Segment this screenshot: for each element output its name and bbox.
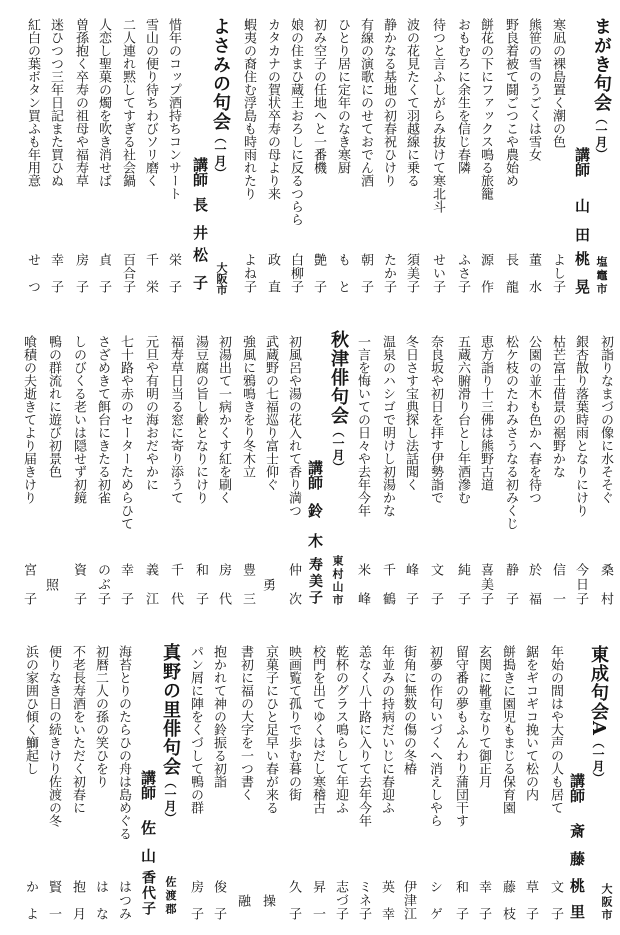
haiku-text: 七十路や赤のセーターためらひて: [118, 335, 133, 530]
haiku-entry: [499, 645, 515, 935]
haiku-author: 房代: [216, 563, 231, 605]
haiku-text: 鴨の群流れに遊び初景色: [46, 335, 61, 478]
haiku-entry: [69, 645, 85, 935]
haiku-author: 房子: [73, 253, 88, 293]
haiku-author: たか子: [381, 253, 396, 293]
haiku-author: 栄子: [166, 253, 181, 293]
lecturer-given-name: 桃晃: [573, 251, 591, 294]
haiku-text: 静かなる基地の初春祝ひけり: [381, 18, 396, 187]
haiku-author: 朝子: [358, 253, 373, 293]
haiku-text: さざめきて餌台にきたる初雀: [95, 335, 110, 504]
section-header-higashinari: [587, 645, 609, 784]
haiku-author: 豊三: [240, 563, 255, 605]
lecturer-given-name: 寿美子: [307, 557, 323, 604]
haiku-author: 宮子: [21, 563, 36, 605]
haiku-author: 藤枝: [500, 880, 515, 920]
section-title: 真野の里俳句会: [160, 643, 181, 776]
lecturer-label: 講師: [568, 773, 586, 803]
section-title: よさみの句会: [210, 17, 231, 131]
haiku-entry: [309, 645, 325, 935]
haiku-entry: [332, 645, 348, 935]
haiku-entry: [210, 645, 226, 935]
haiku-author: 久子: [286, 880, 301, 920]
haiku-text: 校門を出てゆくはだし寒稽古: [310, 645, 325, 814]
haiku-author: 文子: [428, 563, 443, 605]
haiku-text: 紅白の葉ボタン買ふも年用意: [25, 18, 40, 187]
haiku-text: 不老長寿酒をいただく初春に: [70, 645, 85, 814]
lecturer-surname: 山田: [573, 198, 591, 242]
haiku-author: 操: [260, 893, 275, 907]
section-location: 佐渡郡: [164, 876, 177, 914]
haiku-text: おもむろに余生を信じ春隣: [455, 18, 470, 174]
haiku-author: 静子: [503, 563, 518, 605]
haiku-text: 初暦二人の孫の笑ひをり: [93, 645, 108, 788]
haiku-author: 和子: [193, 563, 208, 605]
haiku-author: 照: [43, 577, 58, 591]
haiku-text: 抱かれて神の鈴振る初詣: [211, 645, 226, 788]
lecturer-given-name: 桃里: [568, 878, 586, 919]
lecturer-label: 講師: [573, 147, 591, 177]
haiku-author: 純子: [455, 563, 470, 605]
haiku-author: 須美子: [404, 253, 419, 293]
haiku-text: 二人連れ黙してすぎる社会鍋: [120, 18, 135, 187]
haiku-text: 一言を悔いての日々や去年今年: [355, 335, 370, 517]
haiku-entry: [522, 645, 538, 935]
lecturer-given-name: 香代子: [140, 870, 156, 915]
haiku-author: シゲ: [427, 880, 442, 920]
haiku-author: 仲次: [286, 563, 301, 605]
haiku-author: 貞子: [96, 253, 111, 293]
lecturer-mano: [140, 0, 156, 923]
haiku-text: 枯芒富士借景の裾野かな: [550, 335, 565, 478]
haiku-author: はつみ: [116, 880, 131, 920]
haiku-text: 餅搗きに園児もまじる保育園: [500, 645, 515, 814]
haiku-entry: [22, 645, 38, 935]
haiku-author: 文子: [548, 880, 563, 920]
haiku-text: 熊笹の雪のうごくは雪女: [526, 18, 541, 161]
haiku-entry: [115, 645, 131, 935]
haiku-text: 曽孫抱く卒寿の祖母や福寿草: [73, 18, 88, 187]
haiku-author: 於福: [526, 563, 541, 605]
haiku-text: 温泉のハシゴで明けし初湯かな: [380, 335, 395, 517]
haiku-entry: [45, 645, 61, 935]
haiku-text: 初風呂や湯の花入れて香り満つ: [286, 335, 301, 517]
haiku-author: 融: [235, 893, 250, 907]
haiku-text: 喰積の夫逝きてより届きけり: [21, 335, 36, 504]
haiku-author: 董水: [526, 253, 541, 293]
haiku-entry: [475, 645, 491, 935]
haiku-author: 英幸: [379, 880, 394, 920]
section-location: 大阪市: [600, 883, 613, 920]
section-title: 秋津俳句会: [328, 330, 349, 425]
haiku-text: 初詣りなまづの像に水そそぐ: [598, 335, 613, 504]
haiku-text: 娘の住まひ蔵王おろしに反るつらら: [288, 18, 303, 226]
haiku-text: パン屑に陣をくづして鴨の群: [188, 645, 203, 814]
haiku-text: 初湯出て一病かくす紅を刷く: [216, 335, 231, 504]
haiku-text: 書初に福の大字を一つ書く: [238, 645, 253, 801]
haiku-author: 今日子: [573, 563, 588, 605]
haiku-author: 幸子: [476, 880, 491, 920]
haiku-entry: [547, 645, 563, 935]
haiku-text: 便りなき日の続きけり佐渡の冬: [46, 645, 61, 827]
haiku-entry: [262, 645, 278, 935]
haiku-author: ミネ子: [356, 880, 371, 920]
haiku-author: よね子: [241, 253, 256, 293]
haiku-author: 桑村: [598, 563, 613, 605]
haiku-text: しのびくる老いは隠せず初鏡: [71, 335, 86, 504]
haiku-text: 初み空子の任地へと一番機: [311, 18, 326, 174]
haiku-text: 京菓子にひと足早い春が来る: [263, 645, 278, 814]
haiku-author: 昇一: [310, 880, 325, 920]
haiku-author: 俊子: [211, 880, 226, 920]
haiku-text: ひとり居に定年のなき寒厨: [335, 18, 350, 174]
haiku-author: 幸子: [118, 563, 133, 605]
haiku-text: 波の花見たくて羽越線に乗る: [404, 18, 419, 187]
haiku-author: 房子: [188, 880, 203, 920]
haiku-text: 雪山の便り待ちわびソリ磨く: [143, 18, 158, 187]
section-location: 大阪市: [215, 262, 228, 295]
haiku-author: よし子: [550, 253, 565, 293]
section-location: 東村山市: [331, 555, 344, 605]
section-month: （一月）: [213, 131, 227, 179]
haiku-text: 松ケ枝のたわみさうなる初みくじ: [503, 335, 518, 530]
section-header-mano: [159, 643, 181, 824]
section-location: 塩竈市: [595, 256, 608, 294]
haiku-author: 千栄: [143, 253, 158, 293]
haiku-text: 餅花の下にファックス鳴る旅籠: [478, 18, 493, 200]
haiku-text: 恙なく八十路に入りて去年今年: [356, 645, 371, 827]
haiku-author: 白柳子: [288, 253, 303, 293]
haiku-author: 峰子: [403, 563, 418, 605]
haiku-author: 源作: [478, 253, 493, 293]
section-month: （一月）: [163, 776, 177, 824]
haiku-author: かよ: [23, 880, 38, 920]
haiku-author: 喜美子: [478, 563, 493, 605]
haiku-entry: [378, 645, 394, 935]
lecturer-surname: 佐山: [139, 820, 157, 863]
haiku-entry: [426, 645, 442, 935]
haiku-author: 資子: [71, 563, 86, 605]
haiku-entry: [187, 645, 203, 935]
haiku-author: 百合子: [120, 253, 135, 293]
section-month: （一月）: [594, 112, 608, 160]
haiku-text: 鋸をギコギコ挽いて松の内: [523, 645, 538, 801]
lecturer-surname: 鈴木: [306, 503, 324, 548]
haiku-author: 賢一: [46, 880, 61, 920]
section-month: （一月）: [331, 425, 345, 473]
haiku-text: 迷ひつつ三年日記また買ひぬ: [48, 18, 63, 187]
haiku-text: 玄関に靴重なりて御正月: [476, 645, 491, 788]
haiku-text: 寒凪の裸島置く潮の色: [550, 18, 565, 148]
section-month: （一月）: [591, 735, 605, 784]
haiku-text: 浜の家囲ひ傾く鰤起し: [23, 645, 38, 775]
haiku-text: 蝦夷の裔住む浮島も時雨れたり: [241, 18, 256, 200]
lecturer-label: 講師: [191, 157, 209, 187]
lecturer-label: 講師: [139, 770, 157, 800]
haiku-author: 義江: [143, 563, 158, 605]
lecturer-label: 講師: [306, 460, 324, 490]
haiku-text: 乾杯のグラス鳴らして年迎ふ: [333, 645, 348, 814]
haiku-author: 幸子: [48, 253, 63, 293]
haiku-text: 有線の演歌にのせておでん酒: [358, 18, 373, 187]
haiku-entry: [452, 645, 468, 935]
haiku-author: 草子: [523, 880, 538, 920]
haiku-author: 和子: [453, 880, 468, 920]
haiku-text: 街角に無数の傷の冬椿: [401, 645, 416, 775]
haiku-text: 年始の間はや大声の人も居て: [548, 645, 563, 814]
haiku-text: 冬日さす宝典探し法話聞く: [403, 335, 418, 491]
haiku-text: 映画覧て孤りで歩む暮の街: [286, 645, 301, 801]
haiku-author: 千鶴: [380, 563, 395, 605]
lecturer-surname: 斎藤: [568, 823, 586, 866]
haiku-entry: [92, 645, 108, 935]
haiku-entry: [355, 645, 371, 935]
haiku-author: もと: [335, 253, 350, 293]
haiku-text: 元旦や有明の海おだやかに: [143, 335, 158, 491]
haiku-text: 待つと言ふしがらみ抜けて寒北斗: [430, 18, 445, 213]
section-title: まがき句会: [591, 17, 612, 112]
haiku-text: 強風に鴉鳴きをり冬木立: [240, 335, 255, 478]
haiku-text: 年並みの持病だいじに春迎ふ: [379, 645, 394, 814]
section-title: 東成句会A: [588, 645, 609, 736]
haiku-entry: [400, 645, 416, 935]
haiku-text: 留守番の夢もふんわり蒲団干す: [453, 645, 468, 827]
haiku-author: 抱月: [70, 880, 85, 920]
haiku-author: 米峰: [355, 563, 370, 605]
haiku-author: 長龍: [503, 253, 518, 293]
haiku-text: カタカナの賀状卒寿の母より来: [265, 18, 280, 200]
haiku-text: 武蔵野の七福巡り富士仰ぐ: [263, 335, 278, 491]
haiku-author: 千代: [168, 563, 183, 605]
haiku-text: 湯豆腐の旨し齢となりにけり: [193, 335, 208, 504]
haiku-text: 公園の並木も色かへ春を待つ: [526, 335, 541, 504]
haiku-text: 恵方詣り十三佛は熊野古道: [478, 335, 493, 491]
haiku-text: 福寿草日当る窓に寄り添うて: [168, 335, 183, 504]
haiku-author: 信一: [550, 563, 565, 605]
haiku-text: 奈良坂や初日を拝す伊勢詣で: [428, 335, 443, 504]
haiku-author: 勇: [260, 577, 275, 591]
haiku-text: 五蔵六腑滑り台とし年酒滲む: [455, 335, 470, 504]
haiku-text: 海苔とりのたらひの舟は島めぐる: [116, 645, 131, 840]
lecturer-surname: 長井: [191, 197, 209, 240]
haiku-text: 野良着被て鬪ごつこや農始め: [503, 18, 518, 187]
haiku-author: はな: [93, 880, 108, 920]
haiku-author: のぶ子: [95, 563, 110, 605]
haiku-text: 初夢の作句いづくへ消えしやら: [427, 645, 442, 827]
haiku-author: 艶子: [311, 253, 326, 293]
haiku-text: 銀杏散り落葉時雨となりにけり: [573, 335, 588, 517]
haiku-author: ふさ子: [455, 253, 470, 293]
haiku-entry: [285, 645, 301, 935]
lecturer-higashinari: [569, 0, 585, 923]
haiku-author: 志づ子: [333, 880, 348, 920]
haiku-text: 惜年のコップ酒持ちコンサート: [166, 18, 181, 200]
haiku-author: 伊津江: [401, 880, 416, 920]
haiku-author: 政直: [265, 253, 280, 293]
haiku-text: 人恋し聖菓の燭を吹き消せば: [96, 18, 111, 187]
haiku-author: せつ: [25, 253, 40, 293]
haiku-author: せい子: [430, 253, 445, 293]
lecturer-given-name: 松子: [191, 247, 209, 290]
haiku-entry: [237, 645, 253, 935]
